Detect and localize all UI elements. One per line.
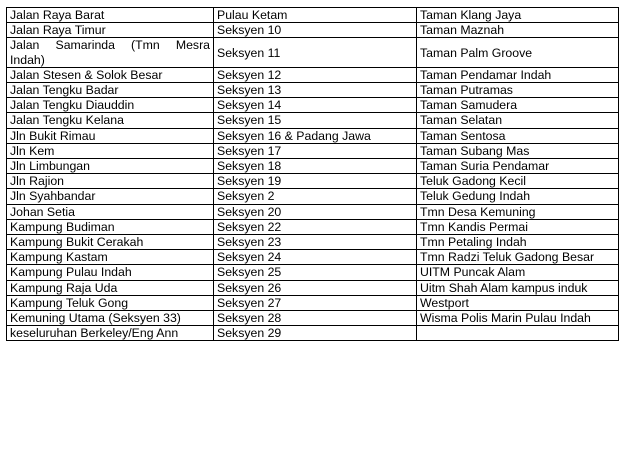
table-cell-col-1: keseluruhan Berkeley/Eng Ann	[7, 326, 214, 341]
table-row	[7, 295, 619, 310]
table-cell-col-2: Seksyen 17	[214, 143, 417, 158]
table-cell-col-1: Jln Kem	[7, 143, 214, 158]
table-cell-col-1: Jalan Tengku Diauddin	[7, 98, 214, 113]
table-body	[7, 8, 619, 341]
table-row	[7, 204, 619, 219]
table-row	[7, 67, 619, 82]
table-cell-col-2: Pulau Ketam	[214, 8, 417, 23]
table-cell-col-2: Seksyen 13	[214, 83, 417, 98]
table-cell-col-2: Seksyen 27	[214, 295, 417, 310]
table-cell-col-2: Seksyen 14	[214, 98, 417, 113]
table-cell-col-3: Taman Palm Groove	[417, 38, 619, 67]
table-row	[7, 250, 619, 265]
table-cell-col-3: Taman Subang Mas	[417, 143, 619, 158]
table-row	[7, 326, 619, 341]
table-cell-col-1: Kemuning Utama (Seksyen 33)	[7, 311, 214, 326]
table-cell-col-3: Taman Sentosa	[417, 128, 619, 143]
table-cell-col-1: Jalan Stesen & Solok Besar	[7, 67, 214, 82]
table-cell-col-2: Seksyen 20	[214, 204, 417, 219]
table-row	[7, 280, 619, 295]
table-cell-col-1: Jalan Tengku Kelana	[7, 113, 214, 128]
table-cell-col-3: Taman Putramas	[417, 83, 619, 98]
table-cell-col-2: Seksyen 16 & Padang Jawa	[214, 128, 417, 143]
table-cell-col-3: Taman Pendamar Indah	[417, 67, 619, 82]
locations-table	[6, 7, 619, 341]
table-row	[7, 174, 619, 189]
table-cell-col-1: Jalan Tengku Badar	[7, 83, 214, 98]
table-cell-col-3: Tmn Desa Kemuning	[417, 204, 619, 219]
table-cell-col-3: Tmn Petaling Indah	[417, 235, 619, 250]
table-row	[7, 189, 619, 204]
table-cell-col-3: Teluk Gedung Indah	[417, 189, 619, 204]
table-cell-col-2: Seksyen 25	[214, 265, 417, 280]
table-cell-col-2: Seksyen 26	[214, 280, 417, 295]
table-cell-col-1: Kampung Kastam	[7, 250, 214, 265]
table-cell-col-3: Uitm Shah Alam kampus induk	[417, 280, 619, 295]
table-cell-col-1: Kampung Bukit Cerakah	[7, 235, 214, 250]
table-cell-col-3: Taman Suria Pendamar	[417, 159, 619, 174]
table-cell-col-1: Kampung Raja Uda	[7, 280, 214, 295]
table-row	[7, 98, 619, 113]
table-cell-col-3: Taman Maznah	[417, 23, 619, 38]
table-row	[7, 113, 619, 128]
table-cell-col-2: Seksyen 10	[214, 23, 417, 38]
table-row	[7, 159, 619, 174]
table-cell-col-2: Seksyen 2	[214, 189, 417, 204]
table-cell-col-2: Seksyen 29	[214, 326, 417, 341]
table-row	[7, 265, 619, 280]
table-cell-col-2: Seksyen 19	[214, 174, 417, 189]
table-cell-col-3: Taman Klang Jaya	[417, 8, 619, 23]
table-row	[7, 143, 619, 158]
table-row	[7, 311, 619, 326]
table-cell-col-3: Wisma Polis Marin Pulau Indah	[417, 311, 619, 326]
table-cell-col-3: Teluk Gadong Kecil	[417, 174, 619, 189]
table-cell-col-3: Taman Samudera	[417, 98, 619, 113]
table-cell-col-1: Jln Rajion	[7, 174, 214, 189]
table-cell-col-2: Seksyen 18	[214, 159, 417, 174]
table-row	[7, 8, 619, 23]
table-cell-col-1: Jln Bukit Rimau	[7, 128, 214, 143]
table-cell-col-1: Kampung Pulau Indah	[7, 265, 214, 280]
table-row	[7, 83, 619, 98]
table-cell-col-1: Jln Limbungan	[7, 159, 214, 174]
table-cell-col-2: Seksyen 24	[214, 250, 417, 265]
table-cell-col-3: UITM Puncak Alam	[417, 265, 619, 280]
table-cell-col-1: Kampung Teluk Gong	[7, 295, 214, 310]
table-cell-col-1: Jalan Raya Barat	[7, 8, 214, 23]
table-cell-col-1: Jln Syahbandar	[7, 189, 214, 204]
table-row	[7, 128, 619, 143]
table-row	[7, 219, 619, 234]
table-cell-col-3: Tmn Kandis Permai	[417, 219, 619, 234]
table-cell-col-3	[417, 326, 619, 341]
table-cell-col-2: Seksyen 12	[214, 67, 417, 82]
table-cell-col-3: Tmn Radzi Teluk Gadong Besar	[417, 250, 619, 265]
table-cell-col-2: Seksyen 11	[214, 38, 417, 67]
table-cell-col-1: Jalan Raya Timur	[7, 23, 214, 38]
table-cell-col-3: Westport	[417, 295, 619, 310]
table-cell-col-2: Seksyen 28	[214, 311, 417, 326]
table-cell-col-3: Taman Selatan	[417, 113, 619, 128]
table-cell-col-1: Johan Setia	[7, 204, 214, 219]
table-cell-col-1: Kampung Budiman	[7, 219, 214, 234]
table-cell-col-2: Seksyen 22	[214, 219, 417, 234]
table-cell-col-2: Seksyen 15	[214, 113, 417, 128]
table-row	[7, 38, 619, 67]
table-cell-col-2: Seksyen 23	[214, 235, 417, 250]
table-row	[7, 235, 619, 250]
table-cell-col-1: Jalan Samarinda (Tmn Mesra Indah)	[7, 38, 214, 67]
table-row	[7, 23, 619, 38]
